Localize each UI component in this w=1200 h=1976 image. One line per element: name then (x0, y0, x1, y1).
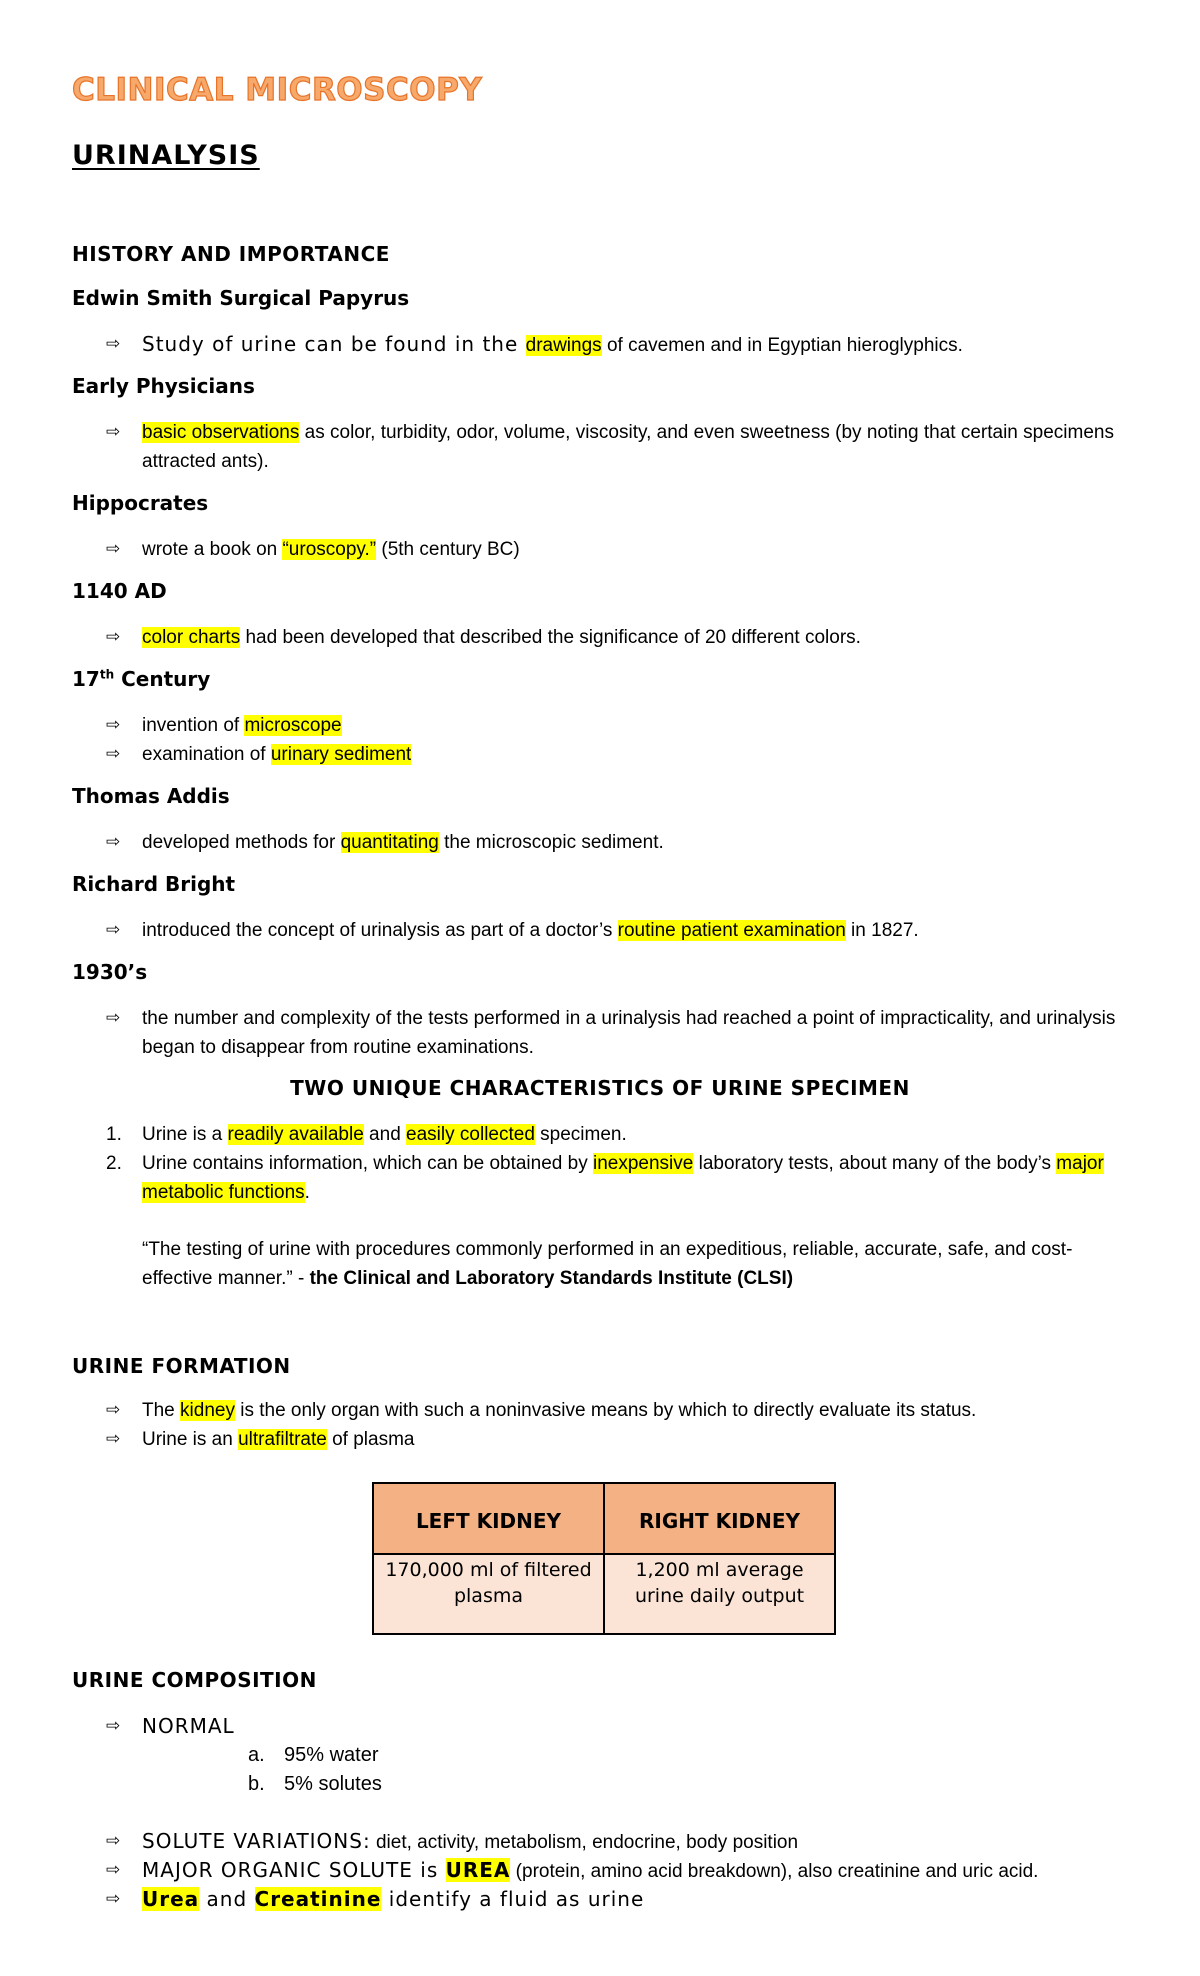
bullet-text: in 1827. (845, 920, 919, 941)
arrow-bullet-icon: ⇨ (106, 1889, 121, 1909)
bullet-text: is the only organ with such a noninvasive means by which to directly evaluate its status. (234, 1400, 977, 1421)
list-letter: b. (248, 1773, 265, 1795)
highlight: easily collected (406, 1124, 535, 1145)
kidney-table (372, 1482, 836, 1635)
arrow-bullet-icon: ⇨ (106, 832, 121, 852)
arrow-bullet-icon: ⇨ (106, 1860, 121, 1880)
entry-bullet (142, 828, 1140, 857)
table-cell-right: 1,200 ml average urine daily output (604, 1554, 835, 1634)
highlight: quantitating (340, 832, 439, 853)
table-header-row (373, 1483, 835, 1554)
highlight: urinary sediment (270, 744, 412, 765)
entry-title-hippocrates: Hippocrates (72, 491, 209, 515)
highlight: UREA (445, 1858, 511, 1882)
bullet-text: identify a fluid as urine (381, 1887, 645, 1911)
entry-title-early-physicians: Early Physicians (72, 374, 255, 398)
item-text: Urine contains information, which can be obtained by (142, 1153, 593, 1174)
highlight: ultrafiltrate (238, 1429, 327, 1450)
label-text: MAJOR ORGANIC SOLUTE is (142, 1858, 446, 1882)
bullet-text: The (142, 1400, 181, 1421)
clsi-quote (142, 1235, 1140, 1293)
characteristic-item (142, 1149, 1140, 1207)
bullet-text: Urine is an (142, 1429, 239, 1450)
item-text: and (363, 1124, 407, 1145)
entry-title-1930s: 1930’s (72, 960, 148, 984)
list-number: 2. (106, 1153, 122, 1174)
highlight: color charts (142, 627, 241, 648)
bullet-text: Study of urine can be found in the (142, 332, 526, 356)
table-header-right-kidney: RIGHT KIDNEY (604, 1483, 835, 1554)
list-number: 1. (106, 1124, 122, 1145)
major-organic-solute (142, 1856, 1140, 1886)
highlight: drawings (525, 335, 602, 356)
bullet-text: examination of (142, 744, 271, 765)
arrow-bullet-icon: ⇨ (106, 1400, 121, 1420)
title-superscript: th (99, 667, 115, 682)
bullet-text: as color, turbidity, odor, volume, viscosity, and even sweetness (by noting that certain specimens attracted ants). (142, 422, 1114, 472)
arrow-bullet-icon: ⇨ (106, 627, 121, 647)
entry-bullet: the number and complexity of the tests performed in a urinalysis had reached a point of impracticality, and urinalysis began to disappear from routine examinations. (142, 1008, 1116, 1058)
arrow-bullet-icon: ⇨ (106, 1716, 121, 1736)
bullet-text: of plasma (326, 1429, 415, 1450)
arrow-bullet-icon: ⇨ (106, 1831, 121, 1851)
entry-bullet (142, 623, 1140, 652)
highlight: “uroscopy.” (282, 539, 377, 560)
highlight: inexpensive (592, 1153, 694, 1174)
formation-heading: URINE FORMATION (72, 1354, 291, 1378)
highlight: basic observations (142, 422, 300, 443)
label-text: NORMAL (142, 1714, 235, 1738)
entry-title-thomas-addis: Thomas Addis (72, 784, 230, 808)
urea-creatinine (142, 1885, 1140, 1915)
bullet-text: and (199, 1887, 255, 1911)
solute-variations (142, 1827, 1140, 1857)
entry-title-1140-ad: 1140 AD (72, 579, 167, 603)
arrow-bullet-icon: ⇨ (106, 744, 121, 764)
table-row (373, 1554, 835, 1634)
arrow-bullet-icon: ⇨ (106, 1429, 121, 1449)
entry-bullet (142, 711, 1140, 740)
quote-source: the Clinical and Laboratory Standards Institute (CLSI) (309, 1268, 794, 1289)
highlight: microscope (244, 715, 342, 736)
formation-bullet (142, 1425, 1140, 1454)
quote-text: “The testing of urine with procedures commonly performed in an expeditious, reliable, accurate, safe, and cost-effective manner.” - (142, 1239, 1073, 1289)
bullet-text: developed methods for (142, 832, 341, 853)
entry-bullet (142, 740, 1140, 769)
bullet-text: (5th century BC) (376, 539, 520, 560)
highlight: Urea (142, 1887, 200, 1911)
highlight: readily available (227, 1124, 364, 1145)
characteristic-item (142, 1120, 1140, 1149)
item-text: . (304, 1182, 310, 1203)
bullet-text: invention of (142, 715, 245, 736)
list-letter: a. (248, 1744, 265, 1766)
label-text: SOLUTE VARIATIONS: (142, 1829, 371, 1853)
bullet-text: (protein, amino acid breakdown), also creatinine and uric acid. (510, 1861, 1039, 1882)
highlight: kidney (180, 1400, 235, 1421)
item-text: specimen. (534, 1124, 627, 1145)
entry-bullet (142, 535, 1140, 564)
entry-bullet (142, 330, 1140, 360)
entry-bullet (142, 418, 1140, 476)
table-cell-left: 170,000 ml of filtered plasma (373, 1554, 604, 1634)
arrow-bullet-icon: ⇨ (106, 422, 121, 442)
entry-title-edwin-smith: Edwin Smith Surgical Papyrus (72, 286, 410, 310)
table-header-left-kidney: LEFT KIDNEY (373, 1483, 604, 1554)
bullet-text: introduced the concept of urinalysis as part of a doctor’s (142, 920, 618, 941)
normal-item: 5% solutes (284, 1773, 382, 1795)
arrow-bullet-icon: ⇨ (106, 1008, 121, 1028)
highlight: Creatinine (254, 1887, 382, 1911)
title-part: 17 (72, 667, 100, 691)
composition-heading: URINE COMPOSITION (72, 1668, 317, 1692)
arrow-bullet-icon: ⇨ (106, 334, 121, 354)
bullet-text: diet, activity, metabolism, endocrine, body position (370, 1832, 799, 1853)
bullet-text: the microscopic sediment. (438, 832, 664, 853)
arrow-bullet-icon: ⇨ (106, 715, 121, 735)
entry-title-17th-century (72, 667, 210, 691)
formation-bullet (142, 1396, 1140, 1425)
item-text: laboratory tests, about many of the body’s (693, 1153, 1057, 1174)
entry-bullet (142, 916, 1140, 945)
history-heading: HISTORY AND IMPORTANCE (72, 242, 390, 266)
normal-item: 95% water (284, 1744, 379, 1766)
highlight: routine patient examination (617, 920, 846, 941)
bullet-text: had been developed that described the significance of 20 different colors. (240, 627, 861, 648)
document-title: CLINICAL MICROSCOPY (72, 72, 483, 108)
arrow-bullet-icon: ⇨ (106, 920, 121, 940)
characteristics-heading: TWO UNIQUE CHARACTERISTICS OF URINE SPECIMEN (290, 1076, 910, 1100)
document-subtitle: URINALYSIS (72, 140, 260, 171)
bullet-text: of cavemen and in Egyptian hieroglyphics. (601, 335, 963, 356)
highlight: major metabolic functions (142, 1153, 1104, 1203)
item-text: Urine is a (142, 1124, 228, 1145)
arrow-bullet-icon: ⇨ (106, 539, 121, 559)
title-part: Century (114, 667, 211, 691)
bullet-text: wrote a book on (142, 539, 283, 560)
normal-label (142, 1712, 1140, 1742)
entry-title-richard-bright: Richard Bright (72, 872, 236, 896)
